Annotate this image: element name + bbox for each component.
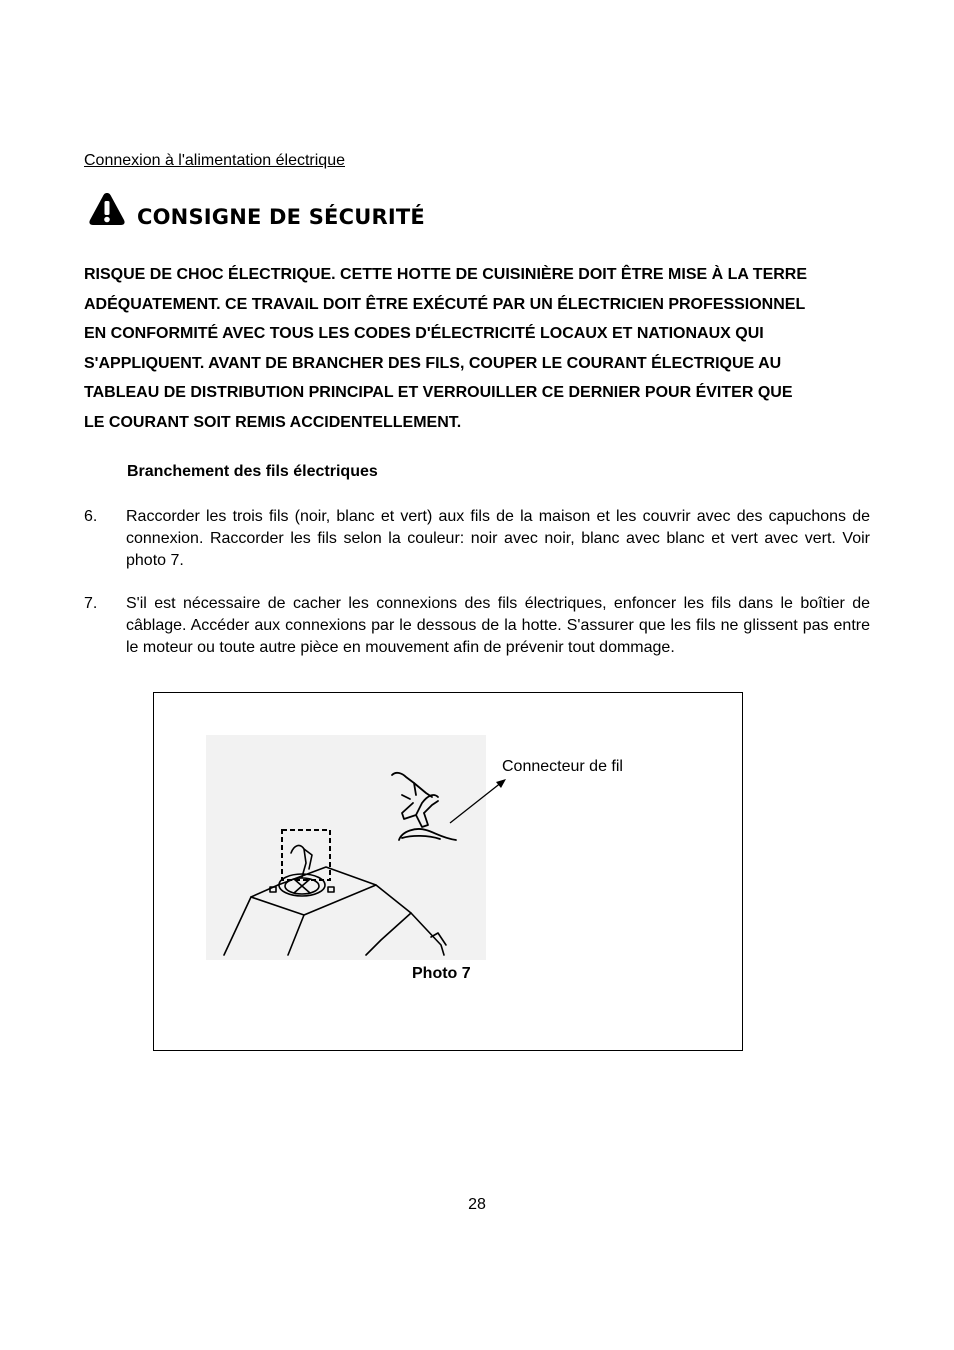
warning-heading: CONSIGNE DE SÉCURITÉ: [137, 205, 425, 229]
subheading: Branchement des fils électriques: [127, 463, 378, 480]
warning-line: TABLEAU DE DISTRIBUTION PRINCIPAL ET VERROUILLER CE DERNIER POUR ÉVITER QUE: [84, 384, 793, 402]
step-text: S'il est nécessaire de cacher les connexions des fils électriques, enfoncer les fils dans le boîtier de câblage. Accéder aux connexions par le dessous de la hotte. S'assurer que les fils ne glissent pas entre le moteur ou toute autre pièce en mouvement afin de prévenir tout dommage.: [126, 595, 870, 656]
step-number: 6.: [84, 508, 98, 525]
step-text: Raccorder les trois fils (noir, blanc et vert) aux fils de la maison et les couvrir avec des capuchons de connexion. Raccorder les fils selon la couleur: noir avec noir, blanc avec blanc et vert avec vert. Voir photo 7.: [126, 508, 870, 569]
step-7: [84, 593, 870, 659]
warning-line: RISQUE DE CHOC ÉLECTRIQUE. CETTE HOTTE DE CUISINIÈRE DOIT ÊTRE MISE À LA TERRE: [84, 266, 808, 283]
figure-box: [153, 692, 743, 1051]
callout-arrow: [444, 773, 514, 828]
section-title: Connexion à l'alimentation électrique: [84, 152, 345, 169]
warning-triangle-icon: [88, 191, 126, 227]
warning-line: ADÉQUATEMENT. CE TRAVAIL DOIT ÊTRE EXÉCUTÉ PAR UN ÉLECTRICIEN PROFESSIONNEL: [84, 295, 806, 313]
warning-line: LE COURANT SOIT REMIS ACCIDENTELLEMENT.: [84, 413, 462, 431]
warning-line: EN CONFORMITÉ AVEC TOUS LES CODES D'ÉLECTRICITÉ LOCAUX ET NATIONAUX QUI: [84, 325, 764, 343]
step-number: 7.: [84, 595, 98, 612]
callout-label: Connecteur de fil: [502, 758, 623, 775]
warning-line: S'APPLIQUENT. AVANT DE BRANCHER DES FILS, COUPER LE COURANT ÉLECTRIQUE AU: [84, 354, 782, 372]
photo-caption: Photo 7: [412, 965, 471, 982]
range-hood-illustration: [206, 735, 486, 960]
step-6: [84, 506, 870, 572]
warning-text: [84, 260, 884, 438]
page-number: 28: [468, 1196, 486, 1213]
